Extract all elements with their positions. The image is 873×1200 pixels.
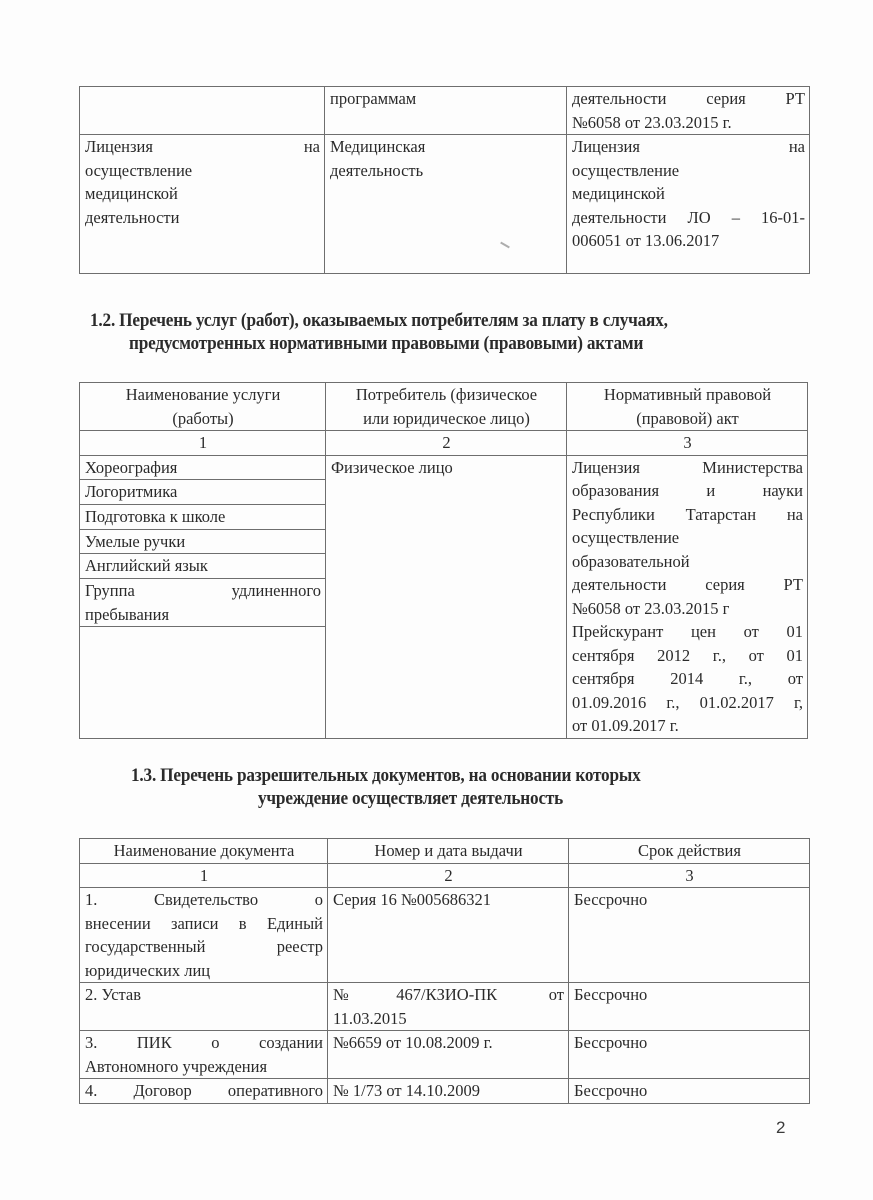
cell-text: 4. Договор оперативного <box>85 1081 323 1100</box>
table-header-row <box>80 839 810 864</box>
cell-text: деятельности серия РТ <box>572 89 805 108</box>
cell-activity <box>325 135 567 274</box>
cell-text: 006051 от 13.06.2017 <box>572 231 720 250</box>
cell-license-name <box>80 135 325 274</box>
cell-text: государственный реестр <box>85 937 323 956</box>
service-name <box>80 529 326 554</box>
cell-text: Бессрочно <box>574 890 648 909</box>
cell-text: Лицензия на <box>85 137 320 156</box>
header-legal-act <box>567 383 808 431</box>
cell-document <box>567 87 810 135</box>
cell-text: осуществление <box>572 160 680 180</box>
section-1-2-title-line2: предусмотренных нормативными правовыми (правовыми) актами <box>129 334 644 354</box>
cell-text: от 01.09.2017 г. <box>572 716 679 735</box>
number-date <box>328 983 569 1031</box>
cell-text: Бессрочно <box>574 1033 648 1052</box>
validity <box>569 888 810 983</box>
header-validity: Срок действия <box>569 839 810 864</box>
table-row <box>80 87 810 135</box>
section-1-3-title-line1: 1.3. Перечень разрешительных документов, на основании которых <box>131 766 641 786</box>
document-name <box>80 1031 328 1079</box>
column-number: 3 <box>567 431 808 456</box>
cell-text: деятельности серия РТ <box>572 575 803 594</box>
column-number: 3 <box>569 863 810 888</box>
service-name <box>80 579 326 627</box>
column-number: 1 <box>80 863 328 888</box>
header-text: или юридическое лицо) <box>363 408 530 428</box>
cell-activity <box>325 87 567 135</box>
service-name <box>80 554 326 579</box>
table-header-row <box>80 383 808 431</box>
cell-text: Медицинская <box>330 137 426 156</box>
cell-text: внесении записи в Единый <box>85 913 323 933</box>
table-row <box>80 983 810 1031</box>
validity <box>569 1079 810 1104</box>
document-name <box>80 888 328 983</box>
cell-text: Логоритмика <box>85 482 178 502</box>
cell-text: медицинской <box>85 184 178 203</box>
column-number: 2 <box>326 431 567 456</box>
cell-text: 11.03.2015 <box>333 1008 407 1028</box>
validity <box>569 983 810 1031</box>
service-name <box>80 455 326 480</box>
header-text: Наименование услуги <box>125 385 281 404</box>
cell-text: Подготовка к школе <box>85 506 226 526</box>
cell-text: Бессрочно <box>574 1081 648 1100</box>
paid-services-table <box>79 382 808 739</box>
section-1-2-title-line1: 1.2. Перечень услуг (работ), оказываемых потребителям за плату в случаях, <box>90 311 668 331</box>
continued-licenses-table <box>79 86 810 274</box>
cell-text: Республики Татарстан на <box>572 504 803 524</box>
cell-text: №6659 от 10.08.2009 г. <box>333 1033 493 1052</box>
cell-text: сентября 2014 г., от <box>572 669 803 688</box>
cell-text: №467/КЗИО-ПК от <box>333 985 564 1004</box>
column-number: 1 <box>80 431 326 456</box>
cell-text: сентября 2012 г., от 01 <box>572 645 803 665</box>
cell-text: 1. Свидетельство о <box>85 890 323 909</box>
header-text: (правовой) акт <box>636 408 739 428</box>
table-row <box>80 1079 810 1104</box>
cell-text: образовательной <box>572 551 690 571</box>
cell-text: Группа удлиненного <box>85 581 321 601</box>
cell-text: осуществление <box>572 528 680 547</box>
header-consumer <box>326 383 567 431</box>
page-number: 2 <box>776 1118 786 1137</box>
cell-text: Бессрочно <box>574 985 648 1004</box>
number-date <box>328 1079 569 1104</box>
table-row <box>80 1031 810 1079</box>
document-name <box>80 1079 328 1104</box>
validity <box>569 1031 810 1079</box>
document-name <box>80 983 328 1031</box>
cell-text: Прейскурант цен от 01 <box>572 622 803 641</box>
number-date <box>328 1031 569 1079</box>
service-name <box>80 504 326 529</box>
cell-text: пребывания <box>85 604 170 624</box>
cell-text: деятельность <box>330 160 424 180</box>
cell-text: Лицензия Министерства <box>572 457 803 477</box>
table-row <box>80 455 808 480</box>
header-number-date: Номер и дата выдачи <box>328 839 569 864</box>
table-row <box>80 135 810 274</box>
header-document-name: Наименование документа <box>80 839 328 864</box>
cell-text: №6058 от 23.03.2015 г <box>572 598 730 618</box>
column-number: 2 <box>328 863 569 888</box>
number-date <box>328 888 569 983</box>
cell-text: 01.09.2016 г., 01.02.2017 г, <box>572 692 803 712</box>
cell-text: деятельности ЛО – 16-01- <box>572 207 805 227</box>
cell-text: 3. ПИК о создании <box>85 1033 323 1052</box>
column-number-row <box>80 863 810 888</box>
cell-text: №6058 от 23.03.2015 г. <box>572 112 732 132</box>
cell-text: Умелые ручки <box>85 531 186 551</box>
cell-text: программам <box>330 89 417 108</box>
cell-text: Серия 16 №005686321 <box>333 890 491 909</box>
cell-text: юридических лиц <box>85 960 211 980</box>
section-1-3-title-line2: учреждение осуществляет деятельность <box>258 789 564 809</box>
header-service-name <box>80 383 326 431</box>
header-text: Потребитель (физическое <box>355 385 538 404</box>
cell-text: Физическое лицо <box>331 457 453 477</box>
cell-text: 2. Устав <box>85 985 142 1004</box>
cell-text: Лицензия на <box>572 137 805 156</box>
cell-document <box>567 135 810 274</box>
cell-text: Хореография <box>85 457 178 477</box>
cell-text: деятельности <box>85 207 180 227</box>
column-number-row <box>80 431 808 456</box>
table-row <box>80 888 810 983</box>
service-name-empty <box>80 627 326 738</box>
legal-act-cell <box>567 455 808 738</box>
cell-text: осуществление <box>85 160 193 180</box>
cell-empty <box>80 87 325 135</box>
cell-text: Английский язык <box>85 556 208 576</box>
cell-text: № 1/73 от 14.10.2009 <box>333 1081 480 1100</box>
service-name <box>80 480 326 505</box>
permits-table <box>79 838 810 1104</box>
cell-text: Автономного учреждения <box>85 1056 268 1076</box>
consumer-cell <box>326 455 567 738</box>
header-text: Нормативный правовой <box>603 385 772 404</box>
header-text: (работы) <box>172 408 234 428</box>
cell-text: медицинской <box>572 184 665 203</box>
cell-text: образования и науки <box>572 481 803 500</box>
